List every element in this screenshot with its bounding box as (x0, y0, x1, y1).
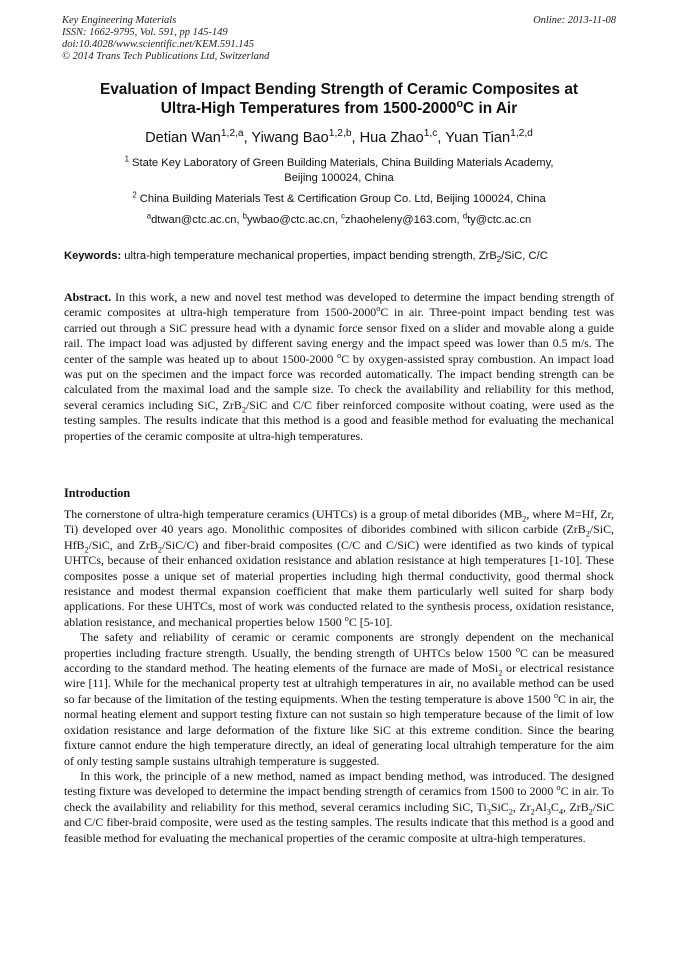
copyright: © 2014 Trans Tech Publications Ltd, Switzerland (62, 51, 270, 62)
keywords-label: Keywords: (64, 250, 122, 262)
author-emails (40, 211, 638, 226)
title-line-1: Evaluation of Impact Bending Strength of Ceramic Composites at (99, 81, 579, 98)
author: Yuan Tian$^{1,2,d}$ (445, 128, 533, 146)
author-list (40, 130, 638, 146)
section-heading-introduction: Introduction (64, 486, 131, 500)
author: Yiwang Bao$^{1,2,b}$, (251, 128, 360, 146)
intro-paragraph-2: The safety and reliability of ceramic or ceramic components are strongly dependent on the mechanical properties including fracture strength. Usually, the bending strength of UHTCs below 1500 $^o$C can be measured according to the standard method. The heating elements of the furnace are made of MoSi$_2$ or electrical resistance wire [11]. While for the mechanical property test at ultrahigh temperatures in air, no available method can be used so far because of the limitation of the testing equipments. When the testing temperature is above 1500 $^o$C in air, the normal heating element and support testing fixture can not sustain so high temperature because of the limit of low oxidation resistance and large deformation of the fixture like SiC at this extreme condition. Since the bearing fixture cannot endure the high temperature directly, an ideal of generating local ultrahigh temperature for the aim of only testing sample sustains ultrahigh temperature is suggested. (64, 630, 615, 768)
online-date: Online: 2013-11-08 (533, 15, 616, 26)
affiliation-1: $^1$ State Key Laboratory of Green Building Materials, China Building Materials Academy, Beijing 100024, China (124, 154, 554, 184)
title-text: Ultra-High Temperatures from 1500-2000 (160, 100, 457, 117)
email: $^d$ty@ctc.ac.cn (462, 211, 532, 226)
keywords: Keywords: ultra-high temperature mechanical properties, impact bending strength, ZrB$_2$/SiC, C/C (64, 250, 548, 265)
title-text: C in Air (463, 100, 518, 117)
doi: doi:10.4028/www.scientific.net/KEM.591.145 (62, 39, 254, 50)
paper-title (60, 80, 618, 118)
issn: ISSN: 1662-9795, Vol. 591, pp 145-149 (62, 27, 228, 38)
degree-sup: o (456, 97, 464, 110)
abstract-label: Abstract. (64, 290, 112, 304)
intro-paragraph-3: In this work, the principle of a new method, named as impact bending method, was introduced. The designed testing fixture was developed to determine the impact bending strength of ceramics from 1500 to 2000 $^o$C in air. To check the availability and reliability for this method, several ceramics including SiC, $Ti_3SiC_2$, $Zr_2Al_3C_4$, ZrB$_2$/SiC and C/C fiber-braid composite, were used as the testing samples. The results indicate that this method is a good and feasible method for evaluating the mechanical properties of the ceramic composite at ultra-high temperatures. (64, 768, 614, 845)
title-line-2 (60, 99, 618, 118)
email: $^a$dtwan@ctc.ac.cn, (146, 211, 243, 226)
introduction-body (64, 507, 614, 846)
author: Detian Wan$^{1,2,a}$, (145, 128, 252, 146)
author: Hua Zhao$^{1,c}$, (359, 128, 446, 146)
journal-name: Key Engineering Materials (62, 15, 177, 26)
intro-paragraph-1: The cornerstone of ultra-high temperature ceramics (UHTCs) is a group of metal diborides ($MB_2$, where M=Hf, Zr, Ti) developed over 40 years ago. Monolithic composites of diborides combined with silicon carbide (ZrB$_2$/SiC, HfB$_2$/SiC, and ZrB$_2$/SiC/C) and fiber-braid composites (C/C and C/SiC) were identified as two kinds of typical UHTCs, because of their enhanced oxidation resistance and ablation resistance at high temperatures [1-10]. These composites posse a unique set of material properties including high thermal conductivity, good thermal shock resistance and modest thermal expansion coefficient that make them particularly well suited for sharp body applications. For these UHTCs, most of work was conducted related to the synthesis process, oxidation resistance, ablation resistance, and mechanical properties below 1500 $^o$C [5-10]. (64, 507, 614, 629)
abstract: Abstract. In this work, a new and novel test method was developed to determine the impact bending strength of ceramic composites at ultra-high temperature from 1500-2000$^o$C in air. Three-point impact bending test was carried out through a SiC pressure head with a dynamic force sensor fixed on a slider and movable along a guide rail. The impact load was adjusted by different saving energy and the impact speed was lower than 0.5 m/s. The center of the sample was heated up to about 1500-2000 $^o$C by oxygen-assisted spray combustion. An impact load was put on the specimen and the impact force was recorded automatically. The impact bending strength can be calculated from the maximal load and the sample size. To check the availability and reliability for this method, several ceramics including SiC, ZrB$_2$/SiC and C/C fiber reinforced composite without coating, were used as the testing samples. The results indicate that this method is a good and feasible method for evaluating the mechanical properties of the ceramic composite at ultra-high temperatures. (64, 290, 614, 443)
affiliation-2: $^2$ China Building Materials Test & Certification Group Co. Ltd, Beijing 100024, China (132, 190, 546, 205)
email: $^b$ywbao@ctc.ac.cn, (242, 211, 342, 226)
email: $^c$zhaoheleny@163.com, (341, 211, 463, 226)
journal-header (62, 15, 269, 63)
